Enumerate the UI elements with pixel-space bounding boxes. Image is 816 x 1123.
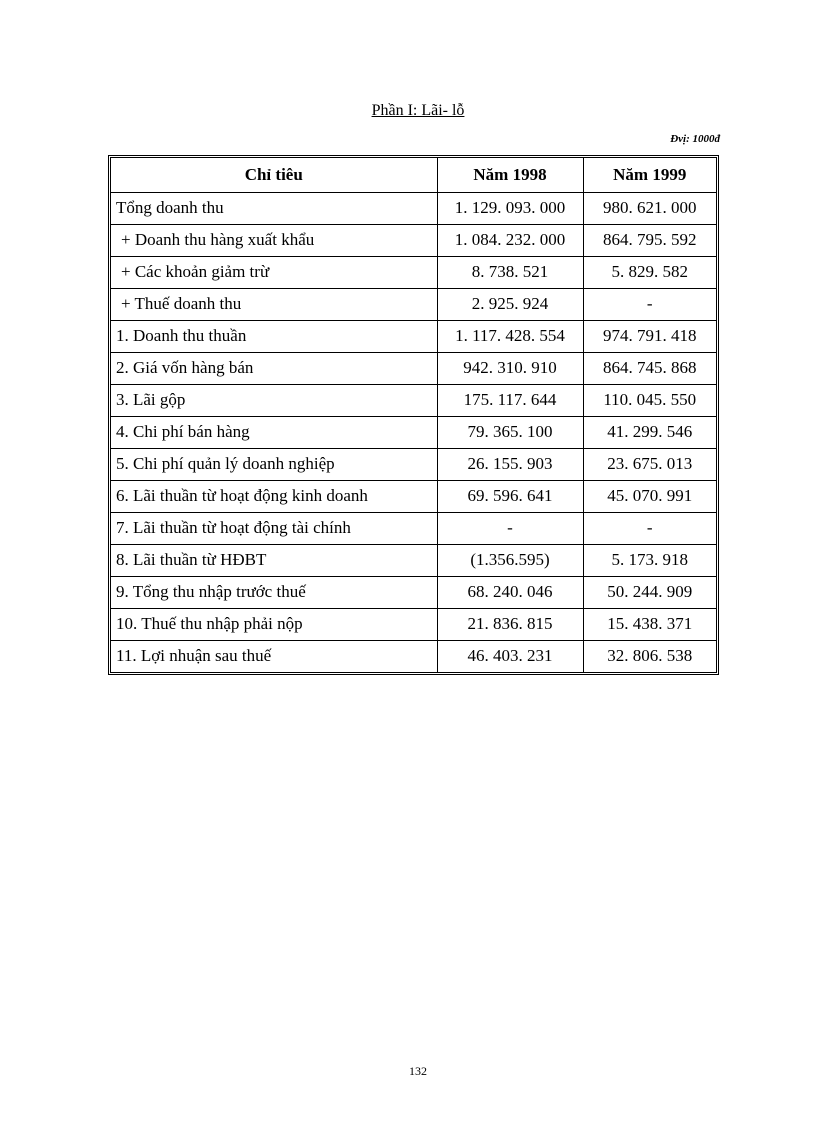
- value-1999: 110. 045. 550: [583, 384, 716, 416]
- row-label: 10. Thuế thu nhập phải nộp: [111, 608, 437, 640]
- row-label: 9. Tổng thu nhập trước thuế: [111, 576, 437, 608]
- table-row: [111, 640, 716, 672]
- value-1998: 68. 240. 046: [437, 576, 583, 608]
- table-row: [111, 480, 716, 512]
- value-1999: 980. 621. 000: [583, 192, 716, 224]
- table-row: [111, 416, 716, 448]
- header-year-1998: Năm 1998: [437, 158, 583, 192]
- row-label: 1. Doanh thu thuần: [111, 320, 437, 352]
- page-number: 132: [409, 1064, 427, 1078]
- value-1999: 864. 745. 868: [583, 352, 716, 384]
- value-1998: 1. 129. 093. 000: [437, 192, 583, 224]
- value-1998: 8. 738. 521: [437, 256, 583, 288]
- row-label: 5. Chi phí quản lý doanh nghiệp: [111, 448, 437, 480]
- value-1998: 21. 836. 815: [437, 608, 583, 640]
- header-indicator: Chỉ tiêu: [111, 158, 437, 192]
- row-label: + Thuế doanh thu: [111, 288, 437, 320]
- value-1998: 69. 596. 641: [437, 480, 583, 512]
- value-1999: 864. 795. 592: [583, 224, 716, 256]
- unit-note: Đvị: 1000đ: [670, 133, 720, 145]
- row-label: 6. Lãi thuần từ hoạt động kinh doanh: [111, 480, 437, 512]
- value-1999: 41. 299. 546: [583, 416, 716, 448]
- value-1999: 5. 173. 918: [583, 544, 716, 576]
- value-1999: 974. 791. 418: [583, 320, 716, 352]
- value-1998: 79. 365. 100: [437, 416, 583, 448]
- table-header-row: [111, 158, 716, 192]
- value-1999: 23. 675. 013: [583, 448, 716, 480]
- value-1998: 175. 117. 644: [437, 384, 583, 416]
- value-1998: 942. 310. 910: [437, 352, 583, 384]
- row-label: + Các khoản giảm trừ: [111, 256, 437, 288]
- table-row: [111, 256, 716, 288]
- value-1998: (1.356.595): [437, 544, 583, 576]
- value-1999: -: [583, 512, 716, 544]
- value-1998: 1. 117. 428. 554: [437, 320, 583, 352]
- table-row: [111, 576, 716, 608]
- value-1999: 32. 806. 538: [583, 640, 716, 672]
- row-label: 11. Lợi nhuận sau thuế: [111, 640, 437, 672]
- table-row: [111, 352, 716, 384]
- table-row: [111, 512, 716, 544]
- income-table: [111, 158, 716, 672]
- table-row: [111, 384, 716, 416]
- table-row: [111, 448, 716, 480]
- table-row: [111, 544, 716, 576]
- value-1999: 45. 070. 991: [583, 480, 716, 512]
- row-label: 4. Chi phí bán hàng: [111, 416, 437, 448]
- value-1998: 46. 403. 231: [437, 640, 583, 672]
- row-label: Tổng doanh thu: [111, 192, 437, 224]
- table-row: [111, 192, 716, 224]
- table-row: [111, 288, 716, 320]
- header-year-1999: Năm 1999: [583, 158, 716, 192]
- row-label: 8. Lãi thuần từ HĐBT: [111, 544, 437, 576]
- value-1998: 1. 084. 232. 000: [437, 224, 583, 256]
- row-label: 7. Lãi thuần từ hoạt động tài chính: [111, 512, 437, 544]
- value-1999: 15. 438. 371: [583, 608, 716, 640]
- value-1999: -: [583, 288, 716, 320]
- row-label: 3. Lãi gộp: [111, 384, 437, 416]
- section-title: Phần I: Lãi- lỗ: [371, 102, 465, 119]
- value-1999: 5. 829. 582: [583, 256, 716, 288]
- income-table-frame: [108, 155, 719, 675]
- table-row: [111, 320, 716, 352]
- table-row: [111, 608, 716, 640]
- value-1998: 2. 925. 924: [437, 288, 583, 320]
- row-label: 2. Giá vốn hàng bán: [111, 352, 437, 384]
- value-1998: 26. 155. 903: [437, 448, 583, 480]
- value-1999: 50. 244. 909: [583, 576, 716, 608]
- table-row: [111, 224, 716, 256]
- value-1998: -: [437, 512, 583, 544]
- row-label: + Doanh thu hàng xuất khẩu: [111, 224, 437, 256]
